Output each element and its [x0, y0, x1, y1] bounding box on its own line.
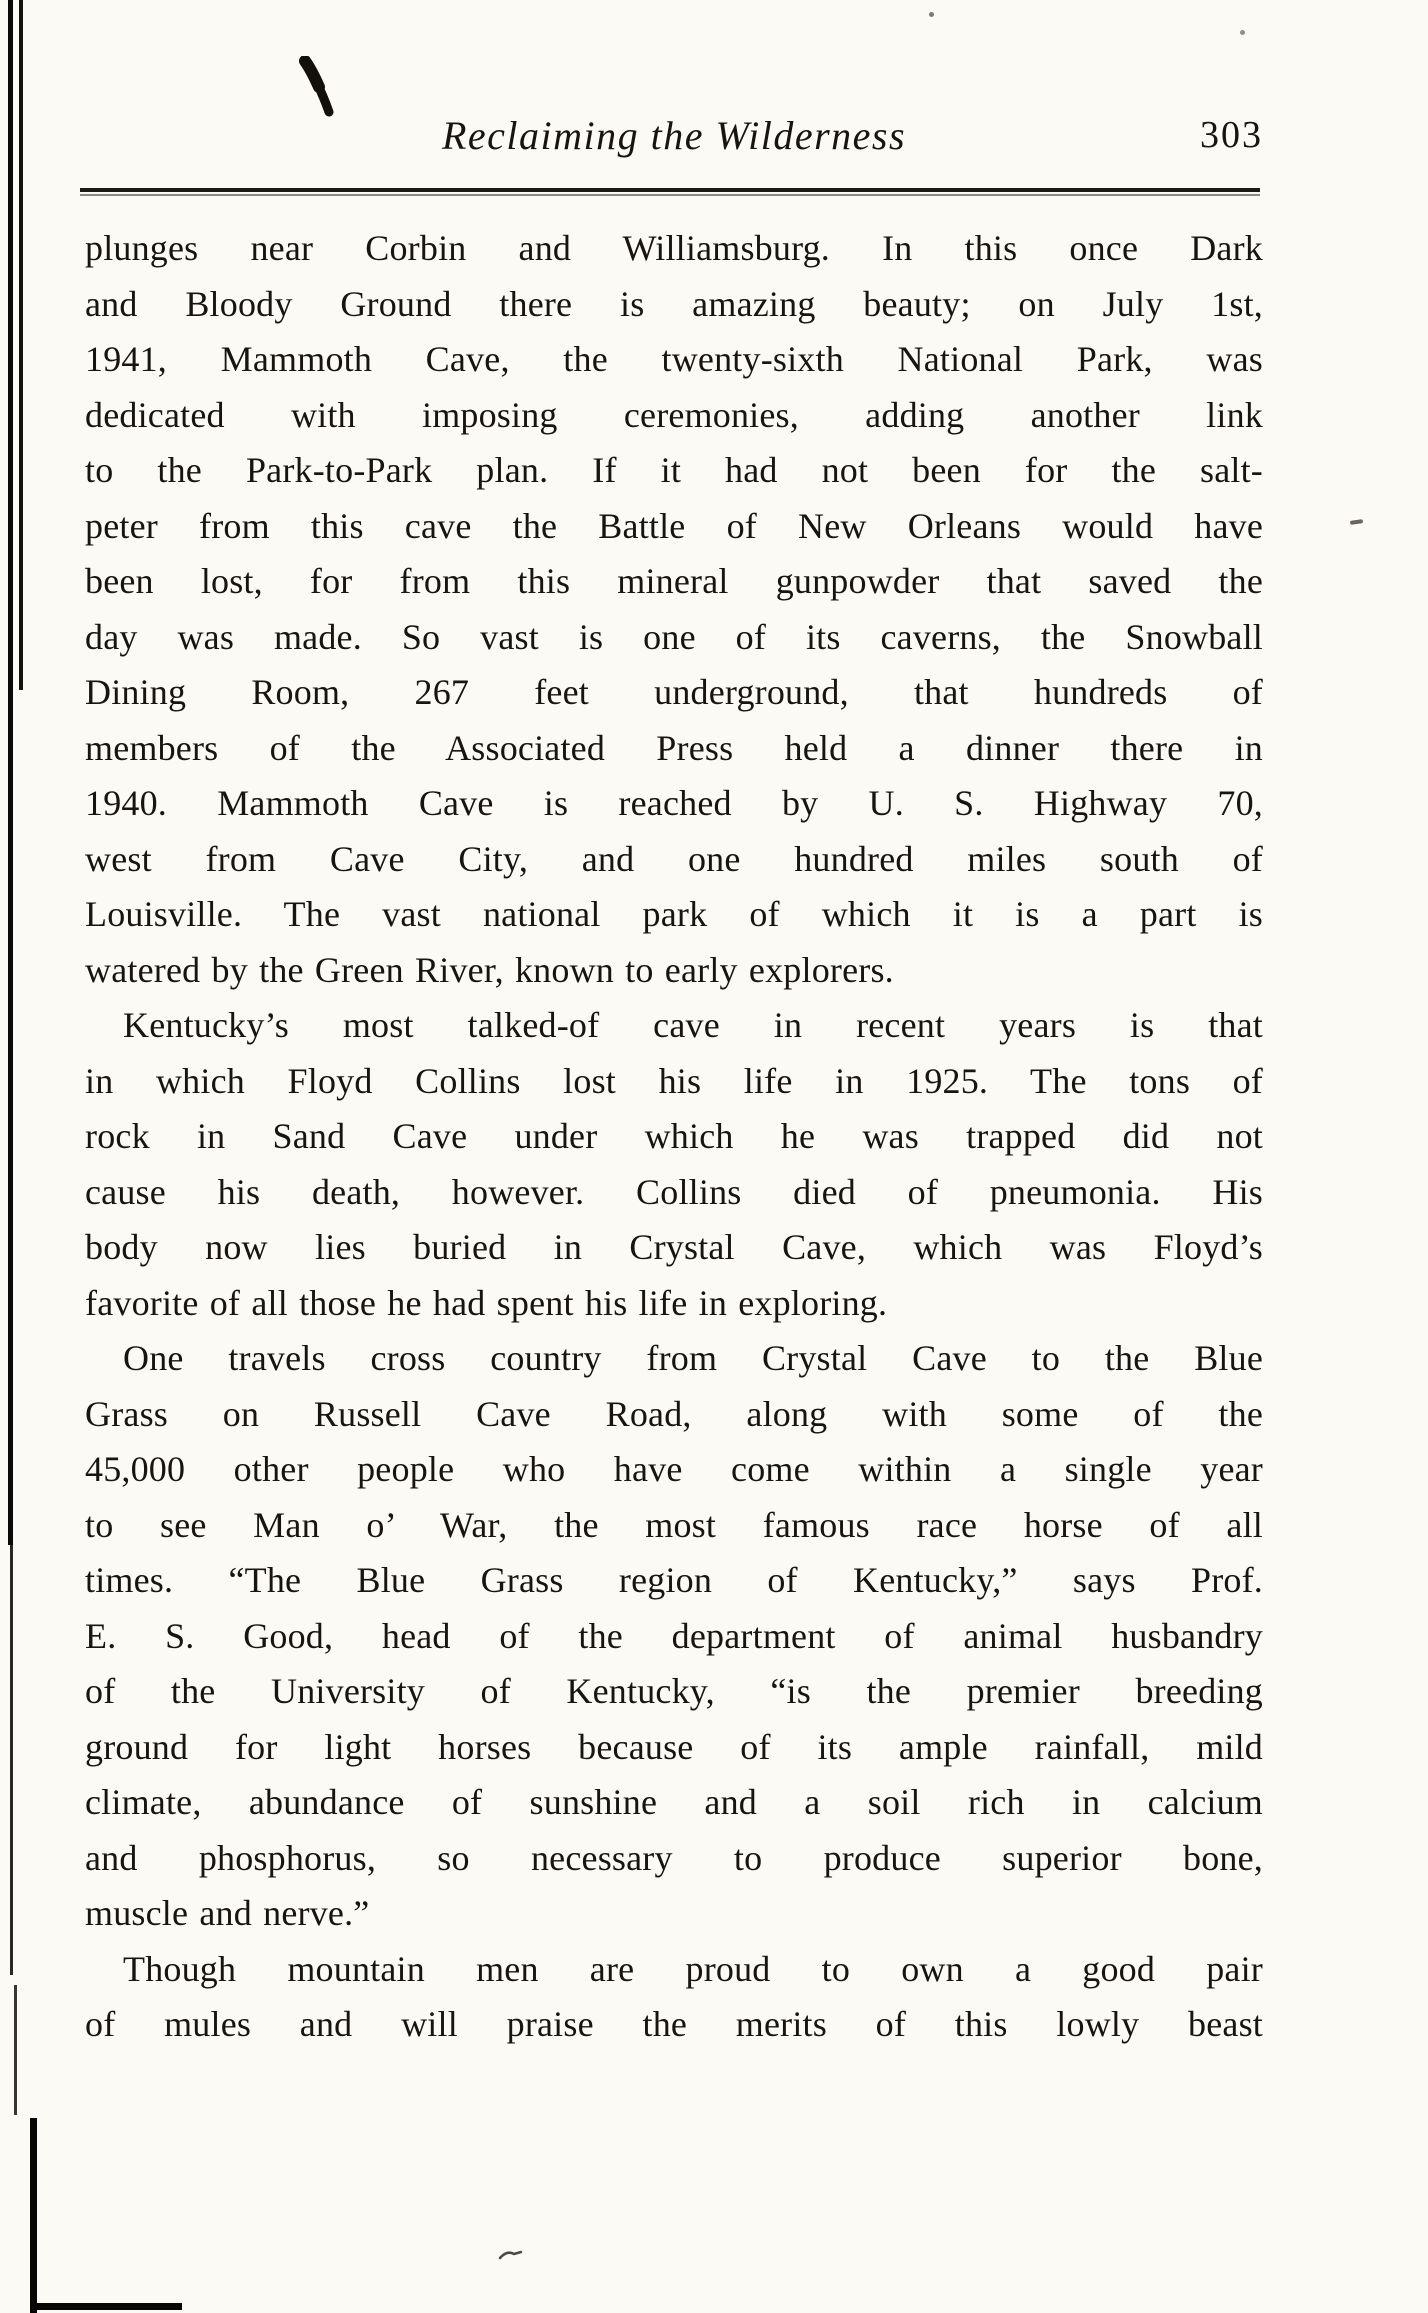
text-line: rock in Sand Cave under which he was trapped did not: [85, 1116, 1263, 1156]
text-line: ground for light horses because of its ample rainfall, mild: [85, 1726, 1263, 1767]
paragraph: [85, 998, 1263, 1331]
text-line: of the University of Kentucky, “is the premier breeding: [85, 1671, 1263, 1711]
text-line: members of the Associated Press held a dinner there in: [85, 727, 1263, 768]
scan-corner-horizontal: [30, 2303, 182, 2310]
text-line: dedicated with imposing ceremonies, adding another link: [85, 394, 1263, 435]
text-line: 45,000 other people who have come within a single year: [85, 1449, 1263, 1489]
text-line: Louisville. The vast national park of which it is a part is: [85, 894, 1263, 934]
text-line: watered by the Green River, known to early explorers.: [85, 949, 894, 990]
text-line: of mules and will praise the merits of this lowly beast: [85, 2004, 1263, 2044]
text-line: been lost, for from this mineral gunpowder that saved the: [85, 561, 1263, 601]
margin-dash-mark: [1350, 519, 1363, 525]
scan-edge-line-1: [8, 0, 13, 1545]
body-text: [85, 221, 1263, 2053]
text-line: 1940. Mammoth Cave is reached by U. S. Highway 70,: [85, 783, 1263, 823]
text-line: to the Park-to-Park plan. If it had not been for the salt-: [85, 450, 1263, 490]
text-line: and phosphorus, so necessary to produce superior bone,: [85, 1837, 1263, 1878]
text-line: Though mountain men are proud to own a good pair: [123, 1948, 1263, 1989]
text-line: Grass on Russell Cave Road, along with some of the: [85, 1393, 1263, 1434]
text-line: and Bloody Ground there is amazing beauty; on July 1st,: [85, 283, 1263, 324]
text-line: E. S. Good, head of the department of animal husbandry: [85, 1615, 1263, 1656]
scan-edge-line-2: [19, 0, 23, 690]
text-line: muscle and nerve.”: [85, 1893, 370, 1933]
paragraph: [85, 221, 1263, 998]
text-line: Dining Room, 267 feet underground, that hundreds of: [85, 672, 1263, 712]
text-line: plunges near Corbin and Williamsburg. In this once Dark: [85, 228, 1263, 268]
text-line: west from Cave City, and one hundred miles south of: [85, 838, 1263, 879]
header-rule-divider: [80, 188, 1260, 196]
scan-edge-line-3: [10, 1545, 13, 1975]
page-header: [85, 112, 1263, 174]
text-line: favorite of all those he had spent his life in exploring.: [85, 1282, 888, 1323]
paragraph: [85, 1331, 1263, 1942]
text-line: in which Floyd Collins lost his life in 1925. The tons of: [85, 1060, 1263, 1101]
text-line: times. “The Blue Grass region of Kentucky,” says Prof.: [85, 1560, 1263, 1600]
text-line: to see Man o’ War, the most famous race horse of all: [85, 1504, 1263, 1545]
ink-squiggle-mark: [498, 2248, 524, 2267]
text-line: climate, abundance of sunshine and a soil rich in calcium: [85, 1782, 1263, 1822]
paragraph: [85, 1942, 1263, 2053]
text-line: 1941, Mammoth Cave, the twenty-sixth National Park, was: [85, 339, 1263, 379]
text-line: body now lies buried in Crystal Cave, which was Floyd’s: [85, 1227, 1263, 1267]
text-line: cause his death, however. Collins died of pneumonia. His: [85, 1171, 1263, 1212]
text-line: One travels cross country from Crystal Cave to the Blue: [123, 1338, 1263, 1378]
scan-corner-vertical: [30, 2118, 37, 2313]
text-line: day was made. So vast is one of its caverns, the Snowball: [85, 616, 1263, 657]
text-line: Kentucky’s most talked-of cave in recent years is that: [123, 1005, 1263, 1045]
page-number: 303: [1200, 114, 1263, 156]
scan-edge-line-4: [14, 1985, 17, 2115]
running-title: Reclaiming the Wilderness: [441, 113, 907, 158]
ink-speck: [929, 12, 934, 17]
ink-speck: [1240, 30, 1245, 35]
text-line: peter from this cave the Battle of New Orleans would have: [85, 505, 1263, 546]
